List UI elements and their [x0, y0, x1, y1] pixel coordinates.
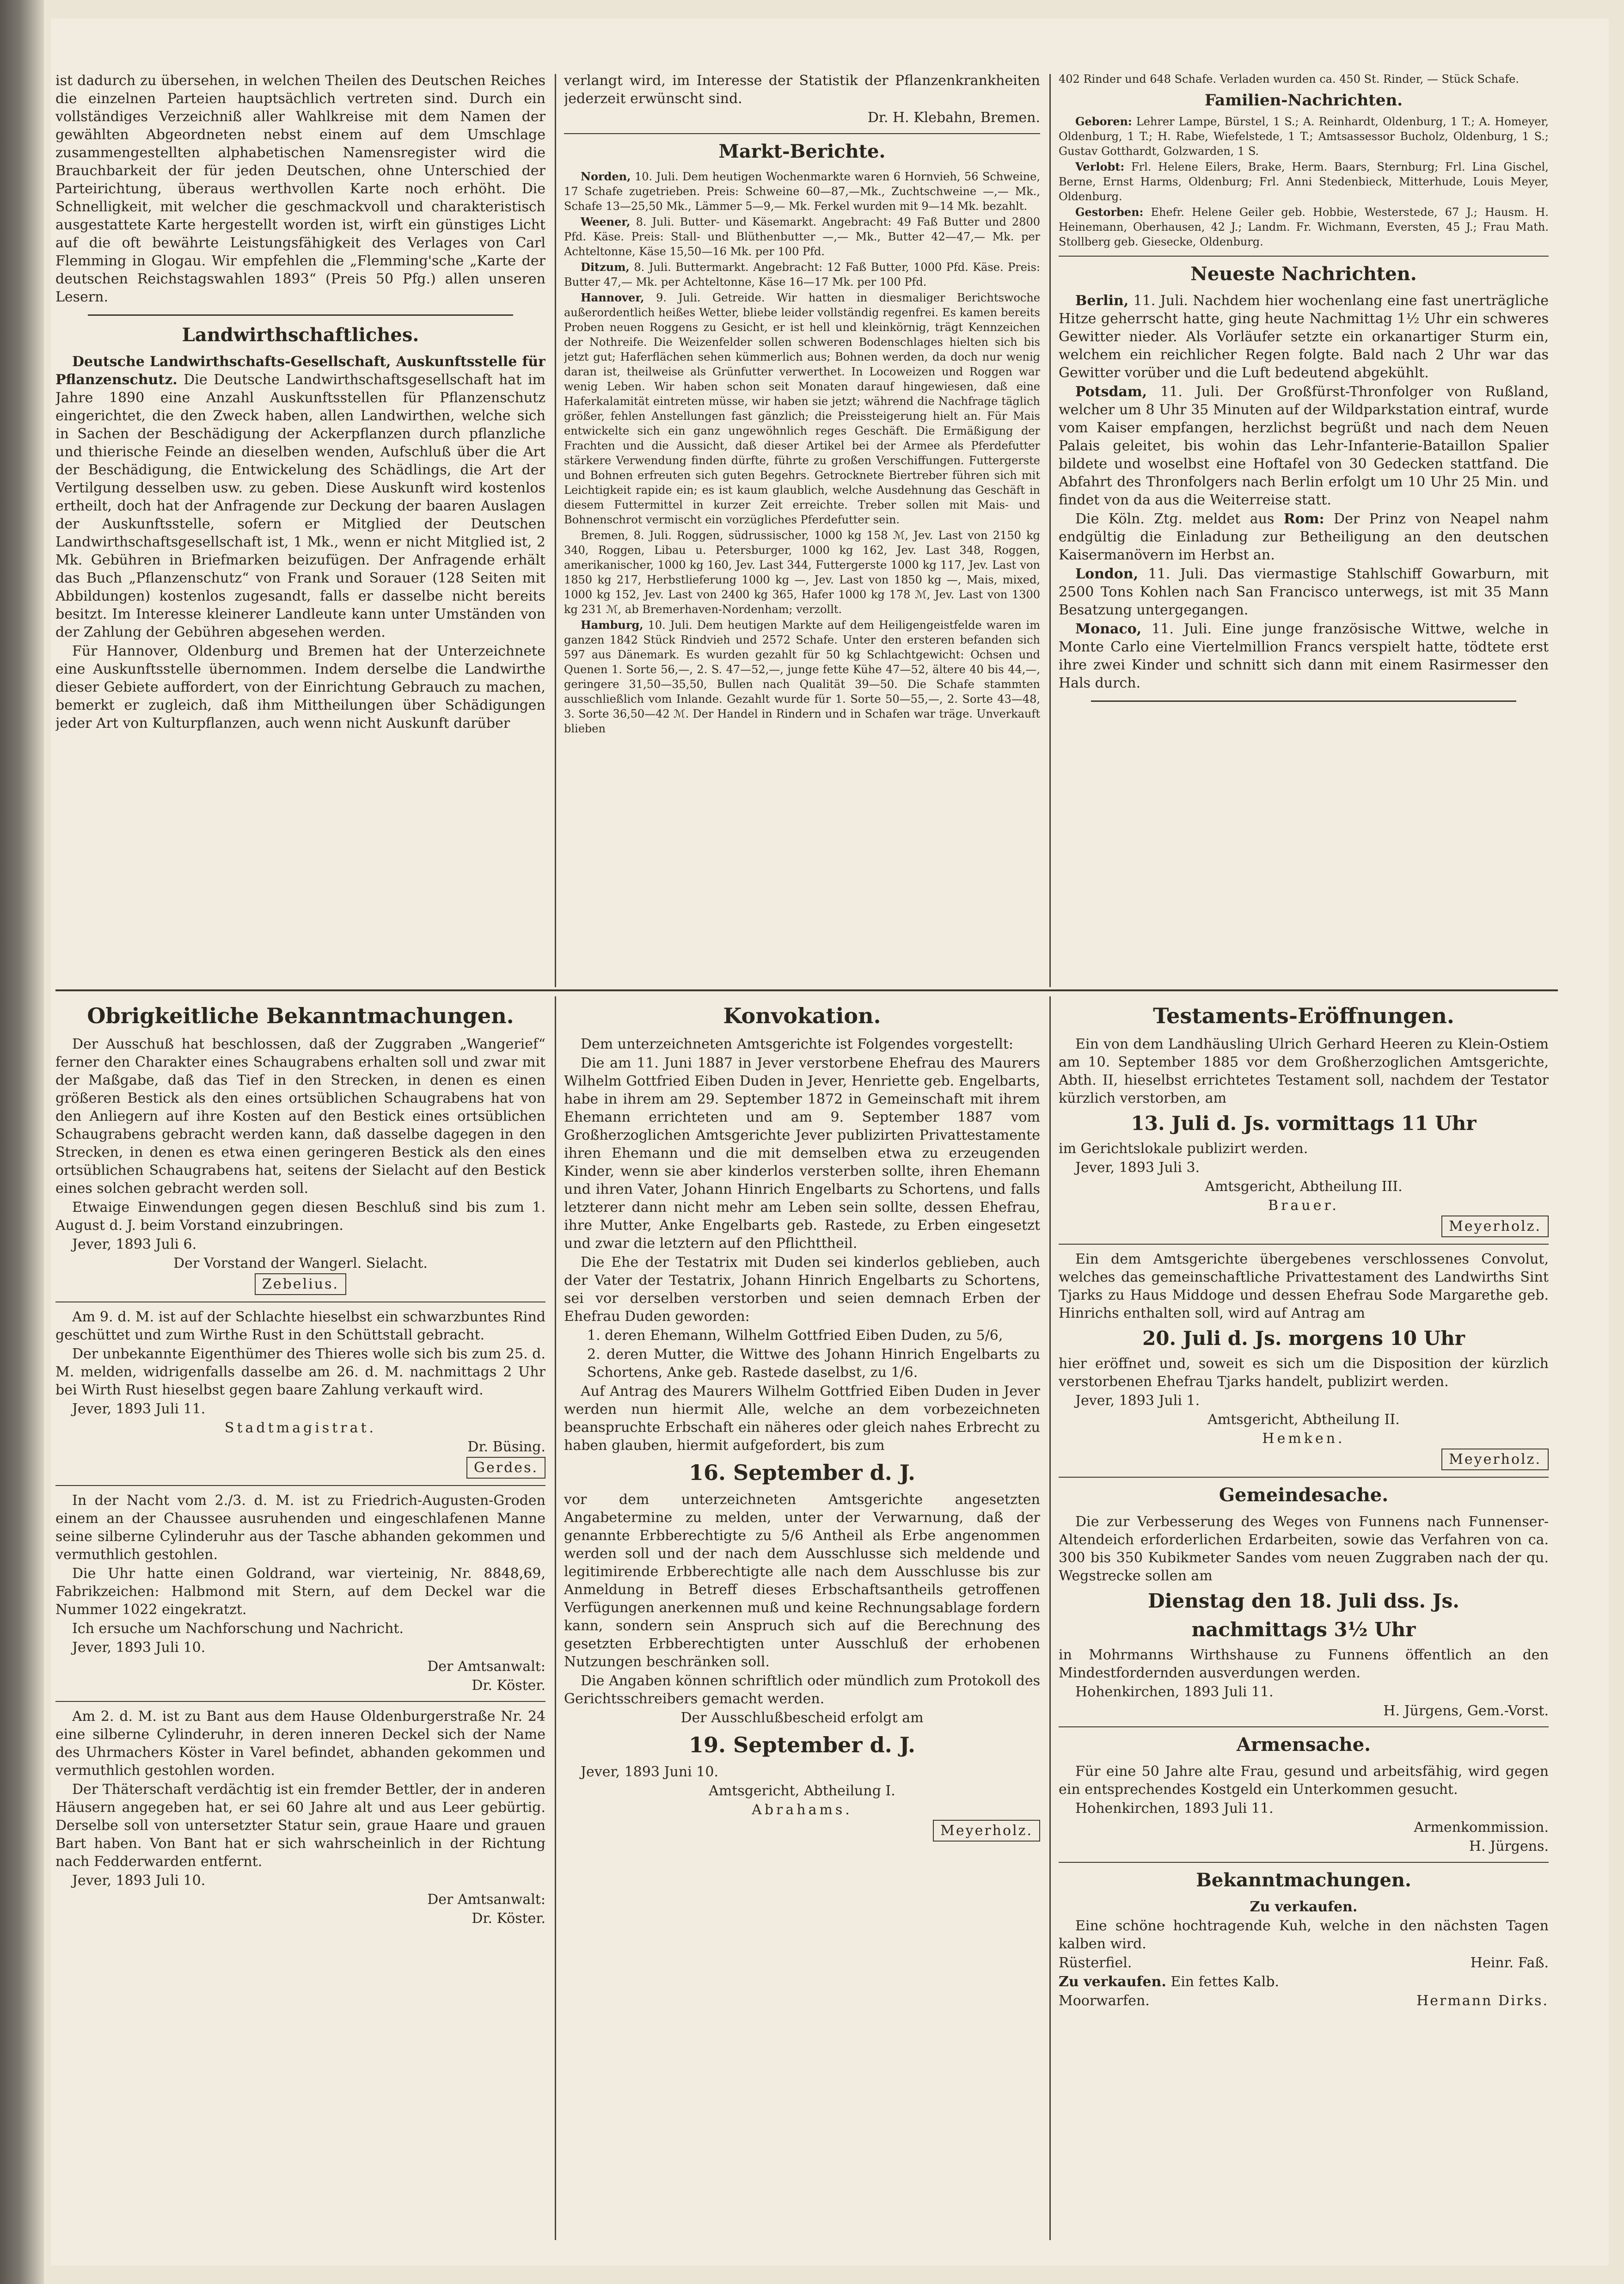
- notice-b-text: Am 9. d. M. ist auf der Schlachte hieselbst ein schwarzbuntes Rind geschüttet und zum Wirthe Rust in den Schüttstall gebracht.: [55, 1309, 545, 1343]
- notice-b-signature: Gerdes.: [466, 1457, 545, 1479]
- notice-b-name: Dr. Büsing.: [467, 1439, 545, 1455]
- notice-b-date: Jever, 1893 Juli 11.: [72, 1401, 206, 1417]
- heir-item-2: 2. deren Mutter, die Wittwe des Johann Hinrich Engelbarts zu Schortens, Anke geb. Rastede daselbst, zu 1/6.: [587, 1346, 1040, 1381]
- report-bremen: Bremen, 8. Juli. Roggen, südrussischer, 1000 kg 158 ℳ, Jev. Last von 2150 kg 340, Roggen, Libau u. Petersburger, 1000 kg 162, Jev. Last 348, Roggen, amerikanischer, 1000 kg 160, Jev. Last 344, Futtergerste 1000 kg 117, Jev. Last von 1850 kg 217, Herbstlieferung 1000 kg —, Jev. Last von 1850 kg —, Mais, mixed, 1000 kg 152, Jev. Last von 2400 kg 365, Hafer 1000 kg 178 ℳ, Jev. Last von 1300 kg 231 ℳ, ab Bremerhaven-Nordenham; verzollt.: [564, 529, 1040, 616]
- testament-2-date: 20. Juli d. Js. morgens 10 Uhr: [1142, 1327, 1465, 1350]
- convocation-p2: Die Ehe der Testatrix mit Duden sei kinderlos geblieben, auch der Vater der Testatrix, Johann Hinrich Engelbarts zu Schortens, sei vor derselben verstorben und seien demnach Erben der Ehefrau Duden geworden:: [564, 1254, 1040, 1325]
- convocation-p5: Die Angaben können schriftlich oder mündlich zum Protokoll des Gerichtsschreibers gemacht werden.: [564, 1673, 1040, 1707]
- notice-c-org: Der Amtsanwalt:: [427, 1658, 545, 1675]
- column-rule: [1049, 996, 1051, 2240]
- decision-date: 19. September d. J.: [689, 1732, 915, 1757]
- community-text-2: in Mohrmanns Wirthshause zu Funnens öffentlich an den Mindestfordernden ausverdungen werden.: [1059, 1647, 1549, 1681]
- testament-2-signature: Meyerholz.: [1441, 1449, 1549, 1470]
- section-heading-convocation: Konvokation.: [723, 1003, 881, 1028]
- poor-relief-text: Für eine 50 Jahre alte Frau, gesund und arbeitsfähig, wird gegen ein entsprechendes Kostgeld ein Unterkommen gesucht.: [1059, 1763, 1549, 1798]
- section-heading-testament: Testaments-Eröffnungen.: [1153, 1003, 1454, 1028]
- testament-1-text: Ein von dem Landhäusling Ulrich Gerhard Heeren zu Klein-Ostiem am 10. September 1885 vor dem Großherzoglichen Amtsgerichte, Abth. II, hieselbst errichtetes Testament soll, nachdem der Testator kürzlich verstorben, am: [1059, 1036, 1549, 1106]
- report-weener: Weener, 8. Juli. Butter- und Käsemarkt. Angebracht: 49 Faß Butter und 2800 Pfd. Käse. Preis: Stall- und Blüthenbutter —,— Mk., Butter 42—47,— Mk. per Achteltonne, Käse 15,50—16 Mk. per 100 Pfd.: [564, 215, 1040, 258]
- convocation-p3: Auf Antrag des Maurers Wilhelm Gottfried Eiben Duden in Jever werden nun hiermit Alle, welche an dem vorbezeichneten beanspruchte Erbschaft ein näheres oder gleich nahes Erbrecht zu haben glauben, hiermit aufgefordert, bis zum: [564, 1383, 1040, 1454]
- continued-text: 402 Rinder und 648 Schafe. Verladen wurden ca. 450 St. Rinder, — Stück Schafe.: [1059, 73, 1520, 86]
- notice-a-text-2: Etwaige Einwendungen gegen diesen Beschluß sind bis zum 1. August d. J. beim Vorstand einzubringen.: [55, 1199, 545, 1234]
- testament-1-place: Jever, 1893 Juli 3.: [1075, 1160, 1200, 1176]
- divider: [1059, 1244, 1549, 1245]
- news-potsdam: Potsdam, 11. Juli. Der Großfürst-Thronfolger von Rußland, welcher um 8 Uhr 35 Minuten auf der Wildparkstation eintraf, wurde vom Kaiser empfangen, herzlichst begrüßt und nach dem Neuen Palais geleitet, bis wohin das Lehr-Infanterie-Bataillon Spalier bildete und woselbst eine Hoftafel von 30 Gedecken stattfand. Die Abfahrt des Thronfolgers nach Berlin erfolgt um 10 Uhr 25 Min. und findet von da aus die Weiterreise statt.: [1059, 384, 1549, 508]
- poor-relief-signature: H. Jürgens.: [1469, 1838, 1549, 1854]
- article-agri-2: Für Hannover, Oldenburg und Bremen hat der Unterzeichnete eine Auskunftsstelle übernommen. Indem derselbe die Landwirthe dieser Gebiete auffordert, von der Einrichtung Gebrauch zu machen, bemerkt er zugleich, daß ihm Mittheilungen über Schädigungen jeder Art von Kulturpflanzen, auch wenn nicht Auskunft darüber: [55, 643, 545, 731]
- divider: [1059, 1862, 1549, 1863]
- community-signature: H. Jürgens, Gem.-Vorst.: [1383, 1703, 1549, 1719]
- convocation-intro: Dem unterzeichneten Amtsgerichte ist Folgendes vorgestellt:: [581, 1036, 1013, 1052]
- news-monaco: Monaco, 11. Juli. Eine junge französische Wittwe, welche in Monte Carlo eine Viertelmillion Francs verspielt hatte, tödtete erst ihre zwei Kinder und schnitt sich dann mit einem Rasirmesser den Hals durch.: [1059, 621, 1549, 691]
- convocation-p1: Die am 11. Juni 1887 in Jever verstorbene Ehefrau des Maurers Wilhelm Gottfried Eiben Duden in Jever, Henriette geb. Engelbarts, habe in ihrem am 29. September 1872 in Gemeinschaft mit ihrem Ehemann errichteten und am 9. September 1887 vom Großherzoglichen Amtsgerichte Jever publizirten Privattestamente ihren Ehemann und die mit demselben etwa zu erzeugenden Kinder, wenn sie aber kinderlos versterben sollte, ihren Ehemann und ihren Vater, Johann Hinrich Engelbarts zu Schortens, und falls letzterer dann nicht mehr am Leben sein sollte, dessen Ehefrau, ihre Mutter, Anke Engelbarts geb. Rastede, zu Erben eingesetzt und zwar die letztern auf den Pflichttheil.: [564, 1055, 1040, 1252]
- births: Geboren: Lehrer Lampe, Bürstel, 1 S.; A. Reinhardt, Oldenburg, 1 T.; A. Homeyer, Oldenburg, 1 T.; H. Rabe, Wiefelstede, 1 T.; Amtsassessor Bucholz, Oldenburg, 1 S.; Gustav Gotthardt, Golzwarden, 1 S.: [1059, 115, 1549, 158]
- section-heading-poor-relief: Armensache.: [1236, 1734, 1371, 1756]
- report-norden: Norden, 10. Juli. Dem heutigen Wochenmarkte waren 6 Hornvieh, 56 Schweine, 17 Schafe zugetrieben. Preis: Schweine 60—87,—Mk., Zuchtschweine —,— Mk., Schafe 13—25,50 Mk., Lämmer 5—9,— Mk. Ferkel wurden mit 9—14 Mk. bezahlt.: [564, 170, 1040, 213]
- column-rule: [555, 74, 556, 987]
- notice-d-name: Dr. Köster.: [472, 1910, 545, 1927]
- divider: [55, 1485, 545, 1486]
- heir-item-1: 1. deren Ehemann, Wilhelm Gottfried Eiben Duden, zu 5/6,: [587, 1327, 1003, 1344]
- convocation-signature: Meyerholz.: [933, 1820, 1040, 1842]
- convocation-p4: vor dem unterzeichneten Amtsgerichte angesetzten Angabetermine zu melden, unter der Verwarnung, daß der genannte Erbberechtigte zu 5/6 Antheil als Erbe angenommen werden soll und der nach dem Ausschlusse sich meldende und legitimirende Erbberechtigte alle nach dem Ausschlusse bis zur Anmeldung in Betreff dieses Erbschaftsantheils getroffenen Verfügungen anerkennen muß und keine Rechnungsablage fordern kann, sondern sein Anspruch sich auf die Berechnung des gesetzten Erbberechtigten unter Ausschluß der erhobenen Nutzungen beschränken soll.: [564, 1492, 1040, 1670]
- news-rom: Die Köln. Ztg. meldet aus Rom: Der Prinz von Neapel nahm endgültig die Einladung zur Betheiligung an den deutschen Kaisermanövern im Herbst an.: [1059, 511, 1549, 563]
- report-hannover: Hannover, 9. Juli. Getreide. Wir hatten in diesmaliger Berichtswoche außerordentlich heißes Wetter, bliebe leider vollständig regenfrei. Es kamen bereits Proben neuen Roggens zu Gesicht, er ist hell und kleinkörnig, trägt Kennzeichen der Nothreife. Die Weizenfelder sollen schweren Bodenschlages hielten sich bis jetzt gut; Haferflächen sehen kümmerlich aus; Bohnen werden, da doch nur wenig daran ist, theilweise als Grünfutter verwerthet. In Locoweizen und Roggen war wenig Leben. Wir haben schon seit Monaten darauf hingewiesen, daß eine Haferkalamität eintreten müsse, wir haben sie jetzt; während die Nachfrage täglich größer, fehlen Anstellungen fast gänzlich; die Preissteigerung hielt an. Für Mais entwickelte sich ein ganz ungewöhnlich reges Geschäft. Die Ermäßigung der Frachten und die Aussicht, daß dieser Artikel bei der Armee als Pferdefutter stärkere Verwendung finden dürfte, führte zu großen Verschiffungen. Futtergerste und Bohnen erfreuten sich guten Begehrs. Getrocknete Biertreber führen sich mit Leichtigkeit rapide ein; es ist kaum glaublich, welche Ausdehnung das Geschäft in diesem Futtermittel in kurzer Zeit erreichte. Treber sollen mit Mais- und Bohnenschrot vermischt ein vorzügliches Pferdefutter sein.: [564, 291, 1040, 526]
- testament-1-signature: Meyerholz.: [1441, 1216, 1549, 1237]
- market-reports: [564, 169, 1040, 736]
- news-london: London, 11. Juli. Das viermastige Stahlschiff Gowarburn, mit 2500 Tons Kohlen nach San Francisco unterwegs, ist mit 35 Mann Besatzung untergegangen.: [1059, 566, 1549, 618]
- for-sale-text-1: Eine schöne hochtragende Kuh, welche in den nächsten Tagen kalben wird.: [1059, 1918, 1549, 1952]
- testament-2-place: Jever, 1893 Juli 1.: [1075, 1393, 1200, 1409]
- notice-b-text-2: Der unbekannte Eigenthümer des Thieres wolle sich bis zum 25. d. M. melden, widrigenfalls dasselbe am 26. d. M. nachmittags 2 Uhr bei Wirth Rust hieselbst gegen baare Zahlung verkauft wird.: [55, 1346, 545, 1398]
- column-1: [55, 72, 545, 985]
- convocation-p6: Der Ausschlußbescheid erfolgt am: [680, 1710, 924, 1726]
- column-3: [1059, 72, 1549, 985]
- scan-book-edge: [0, 0, 44, 2284]
- notice-b-org: Stadtmagistrat.: [224, 1420, 377, 1436]
- column-rule: [555, 996, 556, 2240]
- divider: [55, 1701, 545, 1702]
- notice-c-text-2: Die Uhr hatte einen Goldrand, war vierteinig, Nr. 8848,69, Fabrikzeichen: Halbmond mit Stern, auf dem Deckel war die Nummer 1022 eingekratzt.: [55, 1566, 545, 1618]
- family-notices: [1059, 114, 1549, 249]
- column-2: [564, 72, 1040, 985]
- article-body: Die Deutsche Landwirthschaftsgesellschaft hat im Jahre 1890 eine Anzahl Auskunftsstellen für Pflanzenschutz eingerichtet, die den Zweck haben, allen Landwirthen, welche sich in Sachen der Beschädigung der Ackerpflanzen durch pflanzliche und thierische Feinde an dieselben wenden, Aufschluß über die Art der Beschädigung, die Entwickelung des Schädlings, die Art der Vertilgung desselben usw. zu geben. Diese Auskunft wird kostenlos ertheilt, doch hat der Anfragende zur Deckung der baaren Auslagen der Auskunftsstelle, sofern er Mitglied der Deutschen Landwirthschaftsgesellschaft ist, 1 Mk., wenn er nicht Mitglied ist, 2 Mk. Gebühren in Briefmarken beizufügen. Der Anfragende erhält das Buch „Pflanzenschutz“ von Frank und Sorauer (128 Seiten mit Abbildungen) kostenlos zugesandt, falls er dasselbe nicht bereits besitzt. Im Interesse kleinerer Landleute kann unter Umständen von der Zahlung der Gebühren abgesehen werden.: [55, 372, 545, 640]
- divider: [88, 314, 513, 316]
- testament-1-court: Amtsgericht, Abtheilung III.: [1205, 1179, 1403, 1195]
- divider: [1059, 1477, 1549, 1478]
- divider: [1059, 1726, 1549, 1727]
- testament-1-text-2: im Gerichtslokale publizirt werden.: [1059, 1141, 1308, 1157]
- article-agri: [55, 353, 545, 641]
- notice-c-date: Jever, 1893 Juli 10.: [72, 1639, 206, 1656]
- notice-a-text: Der Ausschuß hat beschlossen, daß der Zuggraben „Wangerief“ ferner den Charakter eines Schaugrabens erhalten soll und zwar mit der Maßgabe, daß das Tief in den Strecken, in denen es einen größeren Bestick als den eines ortsüblichen Schaugrabens hat von den Anliegern auf ihre Kosten auf den Bestick eines ortsüblichen Schaugrabens gebracht werden kann, daß dasselbe dagegen in den Strecken, in denen es etwa einen geringeren Bestick als den eines ortsüblichen Schaugrabens hat, seitens der Sielacht auf den Bestick eines solchen gebracht werden soll.: [55, 1036, 545, 1197]
- continued-text: verlangt wird, im Interesse der Statistik der Pflanzenkrankheiten jederzeit erwünscht sind.: [564, 73, 1040, 107]
- for-sale-sig-1: Rüsterfiel. Heinr. Faß.: [1059, 1955, 1549, 1971]
- section-heading-community: Gemeindesache.: [1219, 1484, 1389, 1506]
- engagements: Verlobt: Frl. Helene Eilers, Brake, Herm. Baars, Sternburg; Frl. Lina Gischel, Berne, Ernst Harms, Oldenburg; Frl. Anni Stedenbieck, Mitterhude, Louis Meyer, Oldenburg.: [1059, 160, 1549, 203]
- community-place: Hohenkirchen, 1893 Juli 11.: [1075, 1684, 1274, 1700]
- report-ditzum: Ditzum, 8. Juli. Buttermarkt. Angebracht: 12 Faß Butter, 1000 Pfd. Käse. Preis: Butter 47,— Mk. per Achteltonne, Käse 16—17 Mk. per 100 Pfd.: [564, 260, 1040, 289]
- testament-1-name: Brauer.: [1268, 1197, 1339, 1214]
- notice-c-text: In der Nacht vom 2./3. d. M. ist zu Friedrich-Augusten-Groden einem an der Chaussee ausruhenden und eingeschlafenen Manne seine silberne Cylinderuhr aus der Tasche abhanden gekommen und vermuthlich gestohlen.: [55, 1492, 545, 1563]
- for-sale-sig-2: Moorwarfen. Hermann Dirks.: [1059, 1993, 1549, 2009]
- testament-2-court: Amtsgericht, Abtheilung II.: [1207, 1412, 1400, 1428]
- section-heading-news: Neueste Nachrichten.: [1190, 263, 1417, 285]
- deadline-date: 16. September d. J.: [689, 1460, 915, 1485]
- continued-text: ist dadurch zu übersehen, in welchen Theilen des Deutschen Reiches die einzelnen Parteien hauptsächlich vertreten sind. Durch ein vollständiges Verzeichniß aller Wahlkreise mit dem Namen der gewählten Abgeordneten nebst einem auf dem Umschlage zusammengestellten alphabetischen Namensregister wird die Brauchbarkeit der für jeden Deutschen, ohne Unterschied der Parteirichtung, überaus werthvollen Karte noch erhöht. Die Schnelligkeit, mit welcher die geschmackvoll und charakteristisch ausgestattete Karte hergestellt worden ist, wirft ein günstiges Licht auf die oft bewährte Leistungsfähigkeit des Verlages von Carl Flemming in Glogau. Wir empfehlen die „Flemming'sche „Karte der deutschen Reichstagswahlen 1893“ (Preis 50 Pfg.) allen unseren Lesern.: [55, 73, 545, 305]
- convocation-court: Amtsgericht, Abtheilung I.: [709, 1783, 895, 1799]
- divider: [1059, 256, 1549, 257]
- for-sale-heading-1: Zu verkaufen.: [1250, 1899, 1358, 1915]
- community-date: Dienstag den 18. Juli dss. Js.: [1148, 1590, 1459, 1612]
- notice-d-text: Am 2. d. M. ist zu Bant aus dem Hause Oldenburgerstraße Nr. 24 eine silberne Cylinderuhr, in deren inneren Deckel sich der Name des Uhrmachers Köster in Varel befindet, abhanden gekommen und vermuthlich gestohlen worden.: [55, 1708, 545, 1779]
- testament-column: [1059, 996, 1549, 2245]
- poor-relief-org: Armenkommission.: [1414, 1819, 1549, 1836]
- notice-a-org: Der Vorstand der Wangerl. Sielacht.: [173, 1255, 428, 1271]
- poor-relief-place: Hohenkirchen, 1893 Juli 11.: [1075, 1800, 1274, 1817]
- notice-a-signature: Zebelius.: [255, 1273, 346, 1295]
- convocation-column: [564, 996, 1040, 2245]
- section-heading-official: Obrigkeitliche Bekanntmachungen.: [87, 1003, 514, 1028]
- testament-1-date: 13. Juli d. Js. vormittags 11 Uhr: [1131, 1112, 1477, 1135]
- convocation-name: Abrahams.: [752, 1802, 852, 1818]
- community-text: Die zur Verbesserung des Weges von Funnens nach Funnenser-Altendeich erforderlichen Erdarbeiten, sowie das Verfahren von ca. 300 bis 350 Kubikmeter Sandes vom neuen Zuggraben nach der qu. Wegstrecke sollen am: [1059, 1514, 1549, 1584]
- newspaper-page: [51, 18, 1609, 2266]
- community-time: nachmittags 3½ Uhr: [1191, 1618, 1416, 1641]
- author-signature: Dr. H. Klebahn, Bremen.: [867, 110, 1040, 126]
- notice-c-text-3: Ich ersuche um Nachforschung und Nachricht.: [72, 1621, 404, 1637]
- notice-c-name: Dr. Köster.: [472, 1677, 545, 1694]
- section-divider: [55, 989, 1558, 991]
- section-heading-agriculture: Landwirthschaftliches.: [182, 324, 419, 346]
- notice-d-org: Der Amtsanwalt:: [427, 1891, 545, 1908]
- divider: [1091, 700, 1516, 702]
- section-heading-family: Familien-Nachrichten.: [1204, 91, 1403, 110]
- section-heading-announcements: Bekanntmachungen.: [1196, 1869, 1411, 1891]
- testament-2-text: Ein dem Amtsgerichte übergebenes verschlossenes Convolut, welches das gemeinschaftliche Privattestament des Landwirths Sint Tjarks zu Haus Middoge und dessen Ehefrau Sode Margarethe geb. Hinrichs enthalten soll, wird auf Antrag am: [1059, 1251, 1549, 1321]
- notice-d-text-2: Der Thäterschaft verdächtig ist ein fremder Bettler, der in anderen Häusern angegeben hat, er sei 60 Jahre alt und aus Leer gebürtig. Derselbe soll von untersetzter Statur sein, graue Haare und grauen Bart haben. Von Bant hat er sich wahrscheinlich in der Richtung nach Fedderwarden entfernt.: [55, 1781, 545, 1870]
- testament-2-text-2: hier eröffnet und, soweit es sich um die Disposition der kürzlich verstorbenen Ehefrau Tjarks handelt, publizirt werden.: [1059, 1356, 1549, 1390]
- deaths: Gestorben: Ehefr. Helene Geiler geb. Hobbie, Westerstede, 67 J.; Hausm. H. Heinemann, Oberhausen, 42 J.; Landm. Fr. Wichmann, Eversten, 45 J.; Frau Math. Stollberg geb. Giesecke, Oldenburg.: [1059, 205, 1549, 248]
- notice-d-date: Jever, 1893 Juli 10.: [72, 1873, 206, 1889]
- report-hamburg: Hamburg, 10. Juli. Dem heutigen Markte auf dem Heiligengeistfelde waren im ganzen 1842 Stück Rindvieh und 2572 Schafe. Unter den ersteren befanden sich 597 aus Dänemark. Es wurden gezahlt für 50 kg Schlachtgewicht: Ochsen und Quenen 1. Sorte 56,—, 2. S. 47—52,—, junge fette Kühe 47—52, ältere 40 bis 44,—, geringere 31,50—35,50, Bullen nach Qualität 39—50. Die Schafe stammten ausschließlich vom Inlande. Gezahlt wurde für 1. Sorte 50—55,—, 2. Sorte 43—48, 3. Sorte 36,50—42 ℳ. Der Handel in Rindern und in Schafen war träge. Unverkauft blieben: [564, 618, 1040, 735]
- section-heading-market: Markt-Berichte.: [718, 141, 886, 162]
- column-rule: [1049, 74, 1051, 987]
- news-berlin: Berlin, 11. Juli. Nachdem hier wochenlang eine fast unerträgliche Hitze geherrscht hatte, ging heute Nachmittag 1½ Uhr ein schweres Gewitter nieder. Als Vorläufer setzte ein orkanartiger Sturm ein, welchem ein reichlicher Regen folgte. Bald nach 2 Uhr war das Gewitter vorüber und die Luft bedeutend abgekühlt.: [1059, 293, 1549, 381]
- for-sale-2: Zu verkaufen. Ein fettes Kalb.: [1059, 1974, 1279, 1990]
- official-notices-column: [55, 996, 545, 2245]
- article-lead: Deutsche Landwirthschafts-Gesellschaft, Auskunftsstelle für Pflanzenschutz.: [55, 354, 545, 388]
- divider: [564, 133, 1040, 134]
- convocation-place: Jever, 1893 Juni 10.: [581, 1764, 718, 1780]
- testament-2-name: Hemken.: [1262, 1431, 1345, 1447]
- notice-a-date: Jever, 1893 Juli 6.: [72, 1236, 197, 1253]
